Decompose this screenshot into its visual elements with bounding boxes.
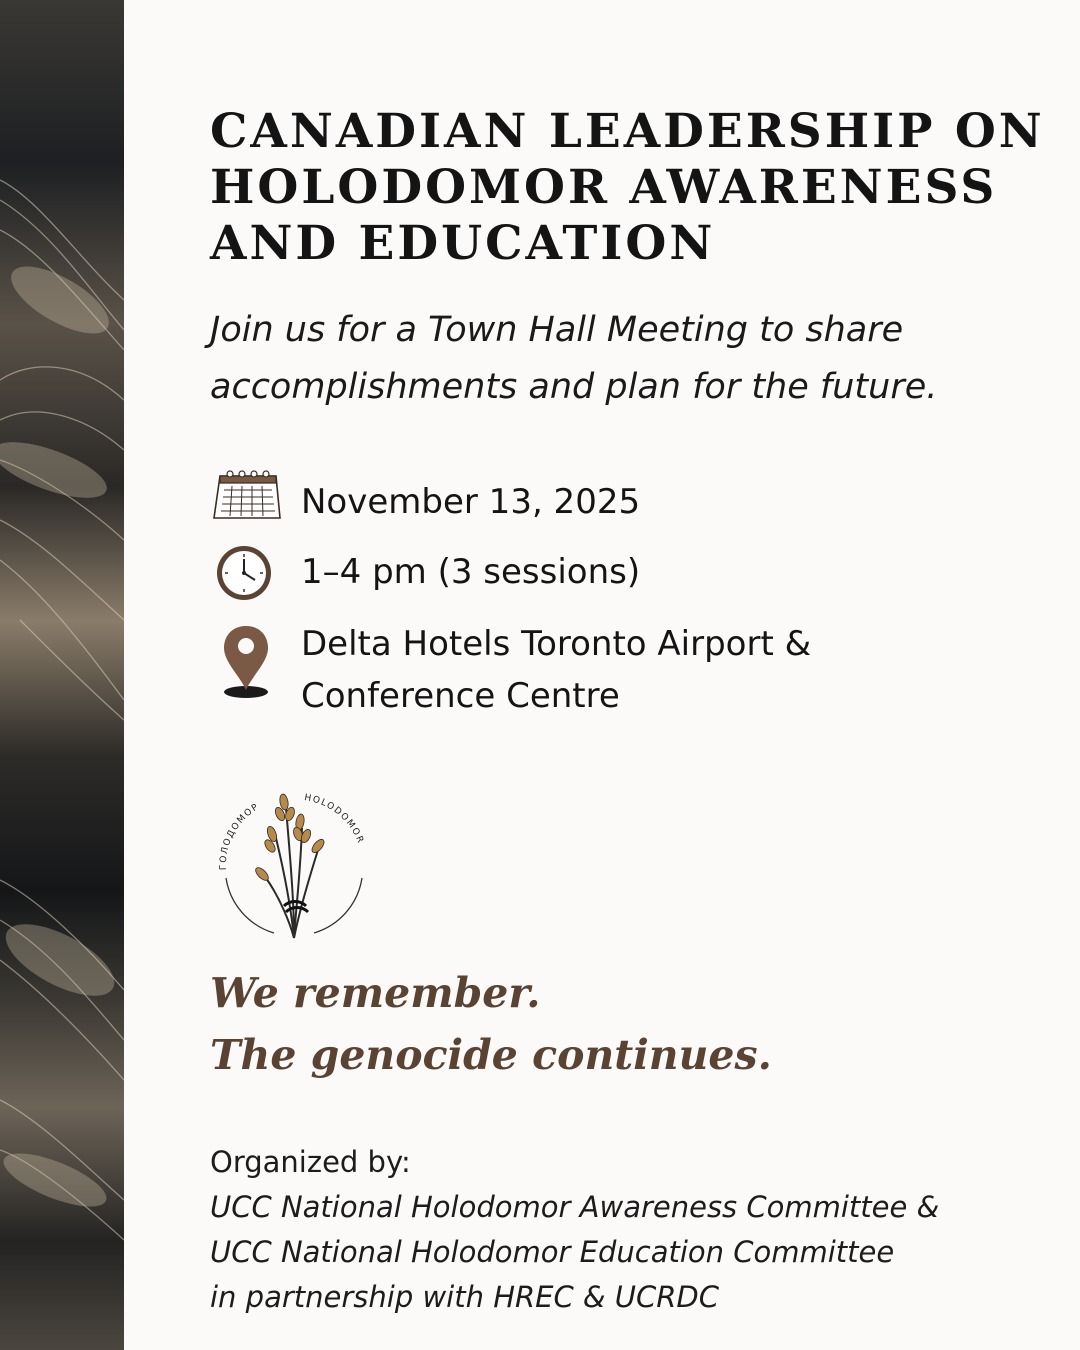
tagline [210, 962, 772, 1086]
wheat-bundle-icon [254, 793, 327, 938]
calendar-icon [210, 468, 282, 528]
event-location-line: Delta Hotels Toronto Airport & [301, 624, 812, 664]
holodomor-logo [214, 778, 374, 952]
logo-text-english [303, 793, 365, 846]
title-line: CANADIAN LEADERSHIP ON [210, 104, 1045, 159]
organizer-line: UCC National Holodomor Education Committee [210, 1235, 895, 1269]
tagline-line: The genocide continues. [210, 1031, 772, 1079]
event-title [210, 104, 1045, 272]
wheat-photo-strip [0, 0, 124, 1350]
organizer-line: UCC National Holodomor Awareness Committee & [210, 1190, 940, 1224]
event-location-line: Conference Centre [301, 676, 620, 716]
logo-text-left: ГОЛОДОМОР [218, 801, 262, 871]
title-line: HOLODOMOR AWARENESS [210, 160, 998, 215]
organizers [210, 1140, 939, 1320]
title-line: AND EDUCATION [210, 216, 716, 271]
subtitle-line: Join us for a Town Hall Meeting to share [210, 310, 904, 350]
event-date: November 13, 2025 [301, 482, 641, 522]
organizer-line: in partnership with HREC & UCRDC [210, 1280, 719, 1314]
organizers-heading: Organized by: [210, 1145, 411, 1179]
tagline-line: We remember. [210, 969, 541, 1017]
logo-text-right: HOLODOMOR [303, 792, 366, 846]
event-time: 1–4 pm (3 sessions) [301, 552, 641, 592]
clock-icon [215, 544, 273, 606]
event-subtitle [210, 302, 1030, 416]
main-content [210, 0, 1050, 1350]
logo-text-ukrainian [219, 802, 261, 870]
location-pin-icon [222, 624, 270, 704]
subtitle-line: accomplishments and plan for the future. [210, 367, 938, 407]
